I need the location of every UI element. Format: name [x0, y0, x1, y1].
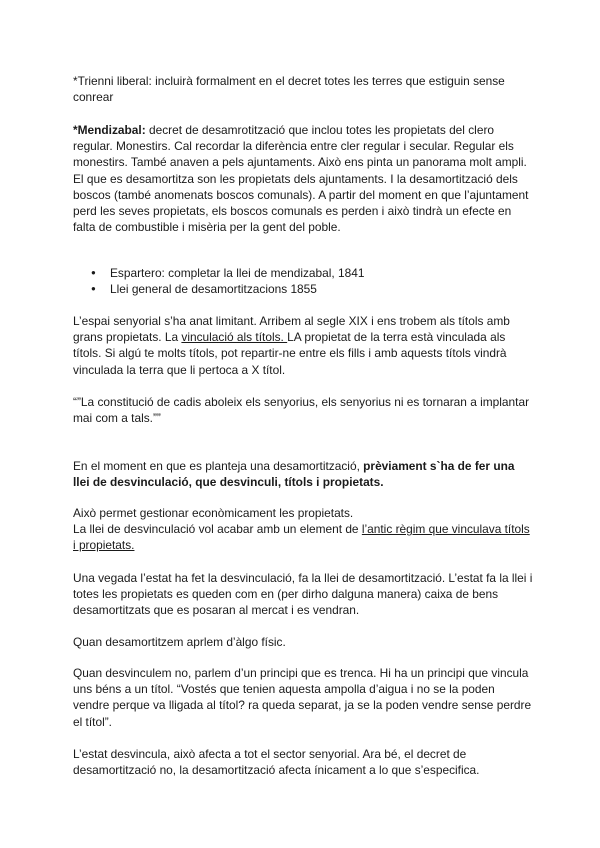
list-item: ● Llei general de desamortitzacions 1855 [73, 281, 533, 297]
paragraph-desvinculem: Quan desvinculem no, parlem d’un principi que es trenca. Hi ha un principi que vincula uns béns a un títol. “Vostés que tenien aquesta ampolla d’aigua i no se la poden vendre perque va lligada al títol? ra queda separat, ja se la poden vendre sense perdre el títol”. [73, 666, 532, 729]
paragraph-gestionar: Això permet gestionar econòmicament les propietats. La llei de desvinculació vol acabar amb un element de l’antic règim que vinculava títols i propietats. [73, 506, 530, 553]
underlined-antic-regim: l’antic règim que vinculava títols i propietats. [73, 522, 530, 553]
paragraph-trienni-liberal: *Trienni liberal: incluirà formalment en el decret totes les terres que estiguin sense conrear [73, 74, 505, 105]
underlined-vinculacio: vinculació als títols. [181, 330, 288, 345]
paragraph-espai-senyorial: L’espai senyorial s’ha anat limitant. Arribem al segle XIX i ens trobem als títols amb grans propietats. La vinculació als títols. LA propietat de la terra està vinculada als títols. Si algú te molts títols, pot repartir-ne entre els fills i amb aquests títols vindrà vinculada la terra que li pertoca a X títol. [73, 314, 510, 377]
paragraph-desamortitzem: Quan desamortitzem aprlem d’àlgo físic. [73, 635, 286, 649]
quote-constitucio: “”La constitució de cadis aboleix els senyorius, els senyorius ni es tornaran a implantar mai com a tals.”” [73, 395, 530, 426]
mendizabal-label: *Mendizabal: [73, 123, 146, 137]
paragraph-mendizabal [73, 122, 533, 235]
paragraph-desamortitzacio: En el moment en que es planteja una desamortització, prèviament s`ha de fer una llei de desvinculació, que desvinculi, títols i propietats. [73, 459, 515, 490]
mendizabal-text: decret de desamrotització que inclou totes les propietats del clero regular. Monestirs. Cal recordar la diferència entre cler regular i secular. Regular els monestirs. També anaven a pels ajuntaments. Això ens pinta un panorama molt ampli. El que es desamortitza son les propietats dels ajuntaments. I la desamortització dels boscos (també anomenats boscos comunals). A partir del moment en que l’ajuntament perd les seves propietats, els boscos comunals es perden i això tindrà un efecte en falta de combustible i misèria per la gent del poble. [73, 123, 529, 235]
paragraph-desvinculacio-estat: Una vegada l’estat ha fet la desvinculació, fa la llei de desamortització. L’estat fa la llei i totes les propietats es queden com en (per dirho dalguna manera) caixa de bens desamortitzats que es posaran al mercat i es vendran. [73, 571, 533, 618]
list-item: ● Espartero: completar la llei de mendizabal, 1841 [73, 265, 533, 281]
bullet-list [73, 265, 533, 297]
bold-desvinculacio: prèviament s`ha de fer una llei de desvinculació, que desvinculi, títols i propietats. [73, 459, 515, 490]
paragraph-estat-desvincula: L’estat desvincula, això afecta a tot el sector senyorial. Ara bé, el decret de desamortització no, la desamortització afecta ínicament a lo que s’especifica. [73, 747, 480, 778]
